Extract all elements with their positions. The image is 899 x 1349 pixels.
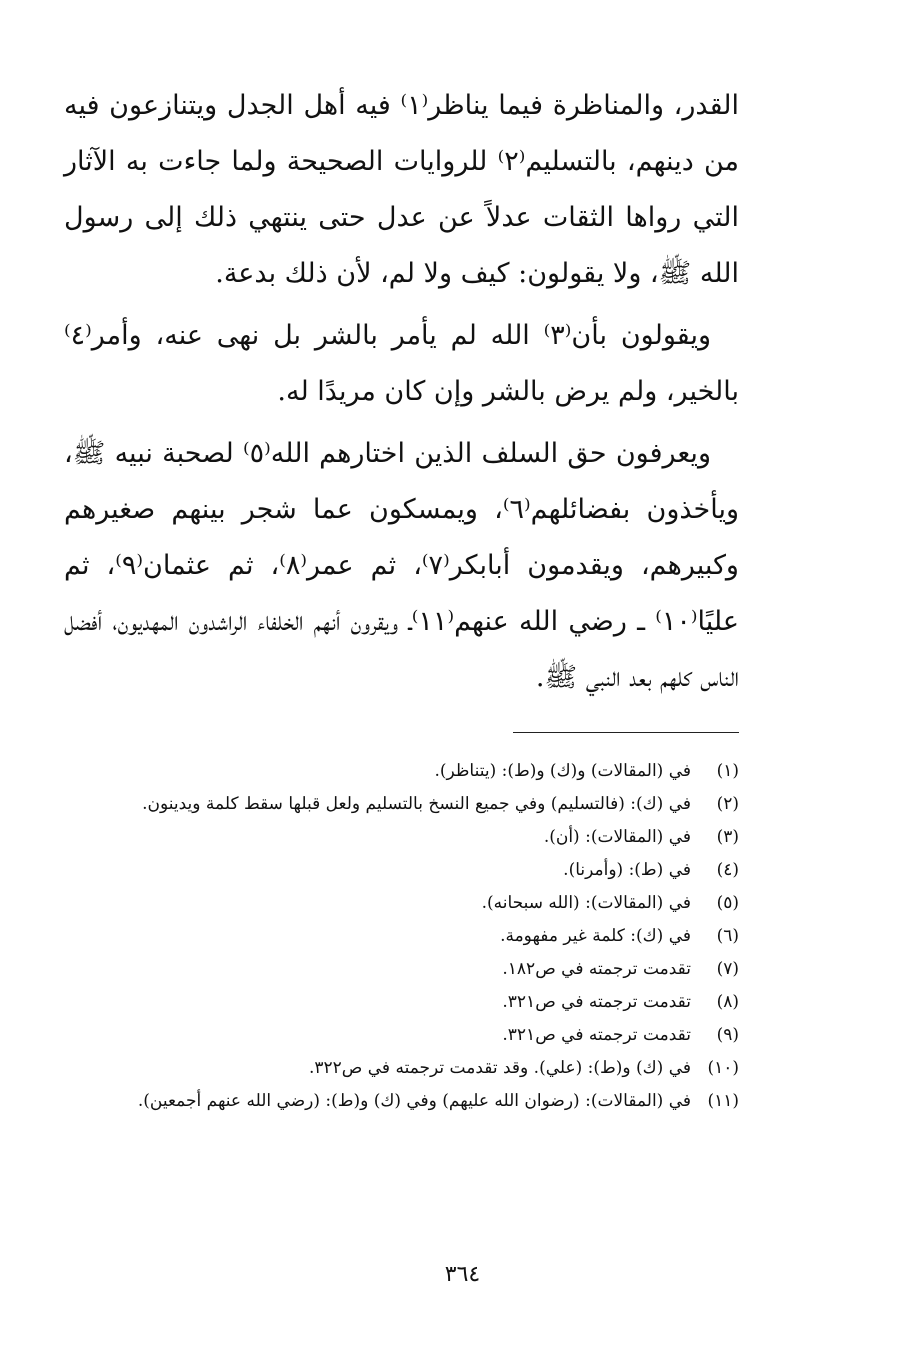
- footnote-text: في (ك): (فالتسليم) وفي جميع النسخ بالتسليم ولعل قبلها سقط كلمة ويدينون.: [142, 794, 691, 814]
- footnote-text: في (المقالات): (رضوان الله عليهم) وفي (ك) و(ط): (رضي الله عنهم أجمعين).: [137, 1091, 691, 1111]
- footnote: [64, 1085, 739, 1118]
- footnote: [64, 920, 739, 953]
- footnote-text: تقدمت ترجمته في ص٣٢١.: [502, 992, 691, 1012]
- paragraph: [64, 308, 739, 420]
- footnote-number: (٨): [716, 992, 739, 1012]
- page-number-text: ٣٦٤: [444, 1262, 481, 1287]
- footnote-number: (١١): [707, 1091, 739, 1111]
- paragraph: [64, 426, 739, 706]
- main-text: [64, 78, 739, 706]
- footnote-number: (٦): [716, 926, 739, 946]
- footnote: [64, 788, 739, 821]
- footnote: [64, 986, 739, 1019]
- footnote-text: في (ك) و(ط): (علي). وقد تقدمت ترجمته في ص٣٢٢.: [308, 1058, 691, 1078]
- footnote-text: تقدمت ترجمته في ص٣٢١.: [502, 1025, 691, 1045]
- footnote-text: تقدمت ترجمته في ص١٨٢.: [502, 959, 691, 979]
- footnote: [64, 755, 739, 788]
- footnote-number: (٥): [716, 893, 739, 913]
- footnote: [64, 1052, 739, 1085]
- footnote-number: (٢): [716, 794, 739, 814]
- footnote-number: (٤): [716, 860, 739, 880]
- footnote-number: (١): [716, 761, 739, 781]
- footnote-number: (٩): [716, 1025, 739, 1045]
- footnote-text: في (المقالات): (أن).: [543, 827, 691, 847]
- footnotes: [64, 755, 739, 1118]
- footnote-text: في (ط): (وأمرنا).: [563, 860, 691, 880]
- footnote-text: في (المقالات): (الله سبحانه).: [481, 893, 691, 913]
- page-number: [0, 1262, 899, 1287]
- footnote: [64, 887, 739, 920]
- paragraph: [64, 78, 739, 302]
- footnote: [64, 821, 739, 854]
- footnote: [64, 854, 739, 887]
- paragraph-text: ويعرفون حق السلف الذين اختارهم الله⁽٥⁾ لصحبة نبيه ﷺ، ويأخذون بفضائلهم⁽٦⁾، ويمسكون عما شجر بينهم صغيرهم وكبيرهم، ويقدمون أبابكر⁽٧⁾، ثم عمر⁽٨⁾، ثم عثمان⁽٩⁾، ثم عليًا⁽١٠⁾ ـ رضي الله عنهم⁽١١⁾ـ ويقرون أنهم الخلفاء الراشدون المهديون، أفضل الناس كلهم بعد النبي ﷺ.: [64, 438, 739, 693]
- paragraph-text: ويقولون بأن⁽٣⁾ الله لم يأمر بالشر بل نهى عنه، وأمر⁽٤⁾ بالخير، ولم يرض بالشر وإن كان مريدًا له.: [64, 320, 739, 407]
- footnote: [64, 1019, 739, 1052]
- footnote-number: (٣): [716, 827, 739, 847]
- footnote-number: (٧): [716, 959, 739, 979]
- footnote: [64, 953, 739, 986]
- paragraph-text: القدر، والمناظرة فيما يناظر⁽١⁾ فيه أهل الجدل ويتنازعون فيه من دينهم، بالتسليم⁽٢⁾ للروايات الصحيحة ولما جاءت به الآثار التي رواها الثقات عدلاً عن عدل حتى ينتهي ذلك إلى رسول الله ﷺ، ولا يقولون: كيف ولا لم، لأن ذلك بدعة.: [64, 90, 740, 289]
- footnote-text: في (المقالات) و(ك) و(ط): (يتناظر).: [434, 761, 691, 781]
- footnote-divider: [513, 732, 739, 733]
- footnote-text: في (ك): كلمة غير مفهومة.: [500, 926, 691, 946]
- footnote-number: (١٠): [707, 1058, 739, 1078]
